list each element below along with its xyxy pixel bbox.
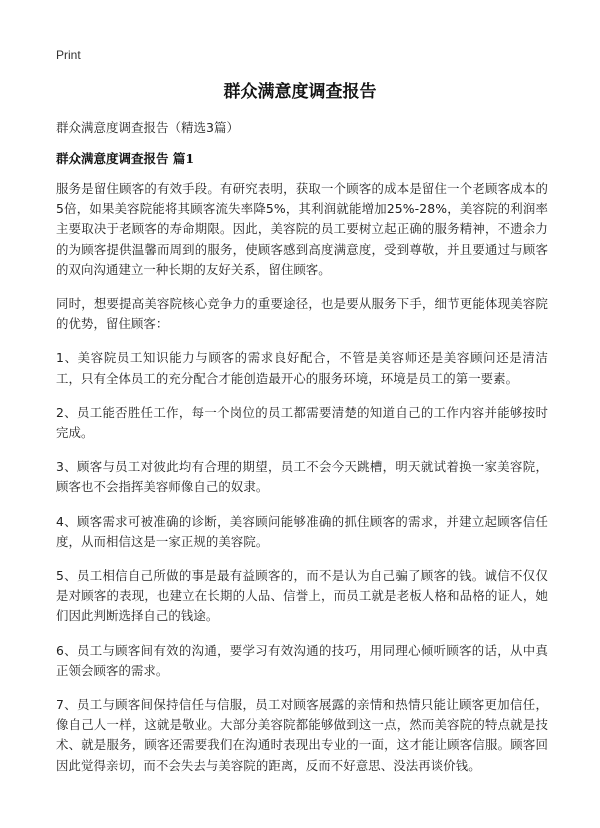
section-heading: 群众满意度调查报告 篇1 [56, 151, 195, 166]
paragraph-intro: 服务是留住顾客的有效手段。有研究表明，获取一个顾客的成本是留住一个老顾客成本的5倍，如果美容院能将其顾客流失率降5%，其利润就能增加25%-28%，美容院的利润率主要取决于老顾客的寿命期限。因此，美容院的员工要树立起正确的服务精神，不遗余力的为顾客提供温馨而周到的服务，使顾客感到高度满意度，受到尊敬，并且要通过与顾客的双向沟通建立一种长期的友好关系，留住顾客。 [56, 181, 548, 277]
document-body [56, 179, 548, 790]
list-item-4: 4、顾客需求可被准确的诊断，美容顾问能够准确的抓住顾客的需求，并建立起顾客信任度，从而相信这是一家正规的美容院。 [56, 513, 548, 549]
print-link[interactable]: Print [56, 48, 81, 62]
list-item-2: 2、员工能否胜任工作，每一个岗位的员工都需要清楚的知道自己的工作内容并能够按时完成。 [56, 404, 548, 441]
list-item-1: 1、美容院员工知识能力与顾客的需求良好配合，不管是美容师还是美容顾问还是清洁工，只有全体员工的充分配合才能创造最开心的服务环境，环境是员工的第一要素。 [56, 350, 548, 386]
document-title: 群众满意度调查报告 [223, 82, 377, 102]
list-item-7: 7、员工与顾客间保持信任与信服，员工对顾客展露的亲情和热情只能让顾客更加信任，像自己人一样，这就是敬业。大部分美容院都能够做到这一点，然而美容院的特点就是技术、就是服务，顾客还需要我们在沟通时表现出专业的一面，这才能让顾客信服。顾客回因此觉得亲切，而不会失去与美容院的距离，反而不好意思、没法再谈价钱。 [56, 697, 548, 773]
paragraph-lead: 同时，想要提高美容院核心竞争力的重要途径，也是要从服务下手，细节更能体现美容院的优势，留住顾客： [56, 296, 548, 332]
list-item-5: 5、员工相信自己所做的事是最有益顾客的，而不是认为自己骗了顾客的钱。诚信不仅仅是对顾客的表现，也建立在长期的人品、信誉上，而员工就是老板人格和品格的证人，她们因此判断选择自己的钱途。 [56, 568, 548, 624]
document-subtitle: 群众满意度调查报告（精选3篇） [56, 120, 239, 135]
list-item-6: 6、员工与顾客间有效的沟通，要学习有效沟通的技巧，用同理心倾听顾客的话，从中真正领会顾客的需求。 [56, 642, 548, 678]
list-item-3: 3、顾客与员工对彼此均有合理的期望，员工不会今天跳槽，明天就试着换一家美容院，顾客也不会指挥美容师像自己的奴隶。 [56, 459, 548, 495]
